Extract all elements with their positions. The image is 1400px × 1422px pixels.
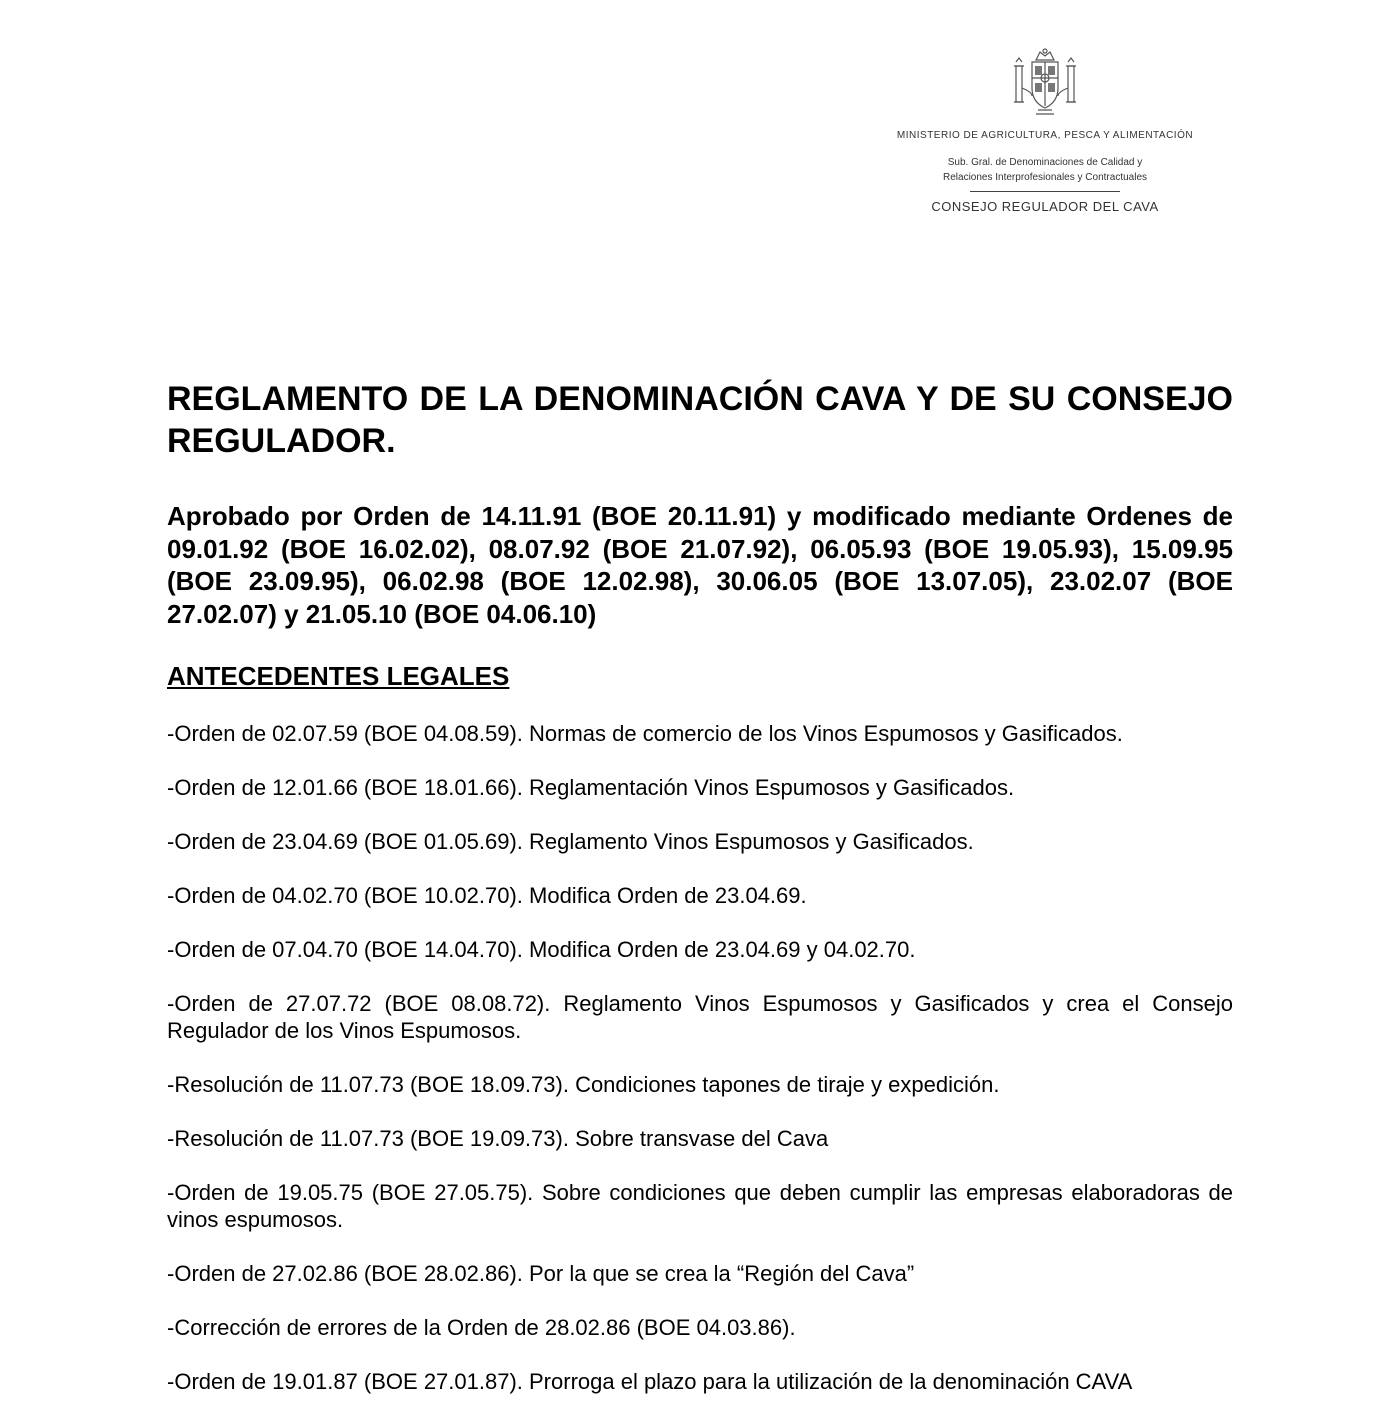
list-item: -Orden de 19.05.75 (BOE 27.05.75). Sobre condiciones que deben cumplir las empresas elaboradoras de vinos espumosos. (167, 1180, 1233, 1232)
letterhead (880, 48, 1210, 214)
subdirectorate-line-2: Relaciones Interprofesionales y Contractuales (943, 172, 1147, 183)
ministry-name: MINISTERIO DE AGRICULTURA, PESCA Y ALIMENTACIÓN (896, 130, 1194, 141)
list-item: -Resolución de 11.07.73 (BOE 19.09.73). Sobre transvase del Cava (167, 1126, 829, 1151)
list-item: -Orden de 27.07.72 (BOE 08.08.72). Reglamento Vinos Espumosos y Gasificados y crea el Consejo Regulador de los Vinos Espumosos. (167, 991, 1233, 1043)
list-item: -Orden de 23.04.69 (BOE 01.05.69). Reglamento Vinos Espumosos y Gasificados. (167, 829, 974, 854)
approval-paragraph: Aprobado por Orden de 14.11.91 (BOE 20.11.91) y modificado mediante Ordenes de 09.01.92 (BOE 16.02.02), 08.07.92 (BOE 21.07.92), 06.05.93 (BOE 19.05.93), 15.09.95 (BOE 23.09.95), 06.02.98 (BOE 12.02.98), 30.06.05 (BOE 13.07.05), 23.02.07 (BOE 27.02.07) y 21.05.10 (BOE 04.06.10) (167, 501, 1233, 629)
coat-of-arms-icon (1012, 48, 1078, 118)
list-item: -Orden de 19.01.87 (BOE 27.01.87). Prorroga el plazo para la utilización de la denominación CAVA (167, 1369, 1133, 1394)
list-item: -Corrección de errores de la Orden de 28.02.86 (BOE 04.03.86). (167, 1315, 796, 1340)
document-body (167, 378, 1233, 1422)
subdirectorate-line-1: Sub. Gral. de Denominaciones de Calidad y (947, 157, 1143, 168)
list-item: -Resolución de 11.07.73 (BOE 18.09.73). Condiciones tapones de tiraje y expedición. (167, 1072, 1000, 1097)
legal-antecedents-list (167, 720, 1233, 1395)
council-name: CONSEJO REGULADOR DEL CAVA (931, 199, 1159, 214)
list-item: -Orden de 12.01.66 (BOE 18.01.66). Reglamentación Vinos Espumosos y Gasificados. (167, 775, 1015, 800)
letterhead-divider (970, 191, 1120, 192)
list-item: -Orden de 04.02.70 (BOE 10.02.70). Modifica Orden de 23.04.69. (167, 883, 807, 908)
list-item: -Orden de 02.07.59 (BOE 04.08.59). Normas de comercio de los Vinos Espumosos y Gasificados. (167, 721, 1123, 746)
subdirectorate-name (880, 155, 1210, 185)
list-item: -Orden de 27.02.86 (BOE 28.02.86). Por la que se crea la “Región del Cava” (167, 1261, 915, 1286)
section-heading: ANTECEDENTES LEGALES (167, 661, 510, 691)
list-item: -Orden de 07.04.70 (BOE 14.04.70). Modifica Orden de 23.04.69 y 04.02.70. (167, 937, 916, 962)
document-title: REGLAMENTO DE LA DENOMINACIÓN CAVA Y DE SU CONSEJO REGULADOR. (167, 380, 1233, 460)
